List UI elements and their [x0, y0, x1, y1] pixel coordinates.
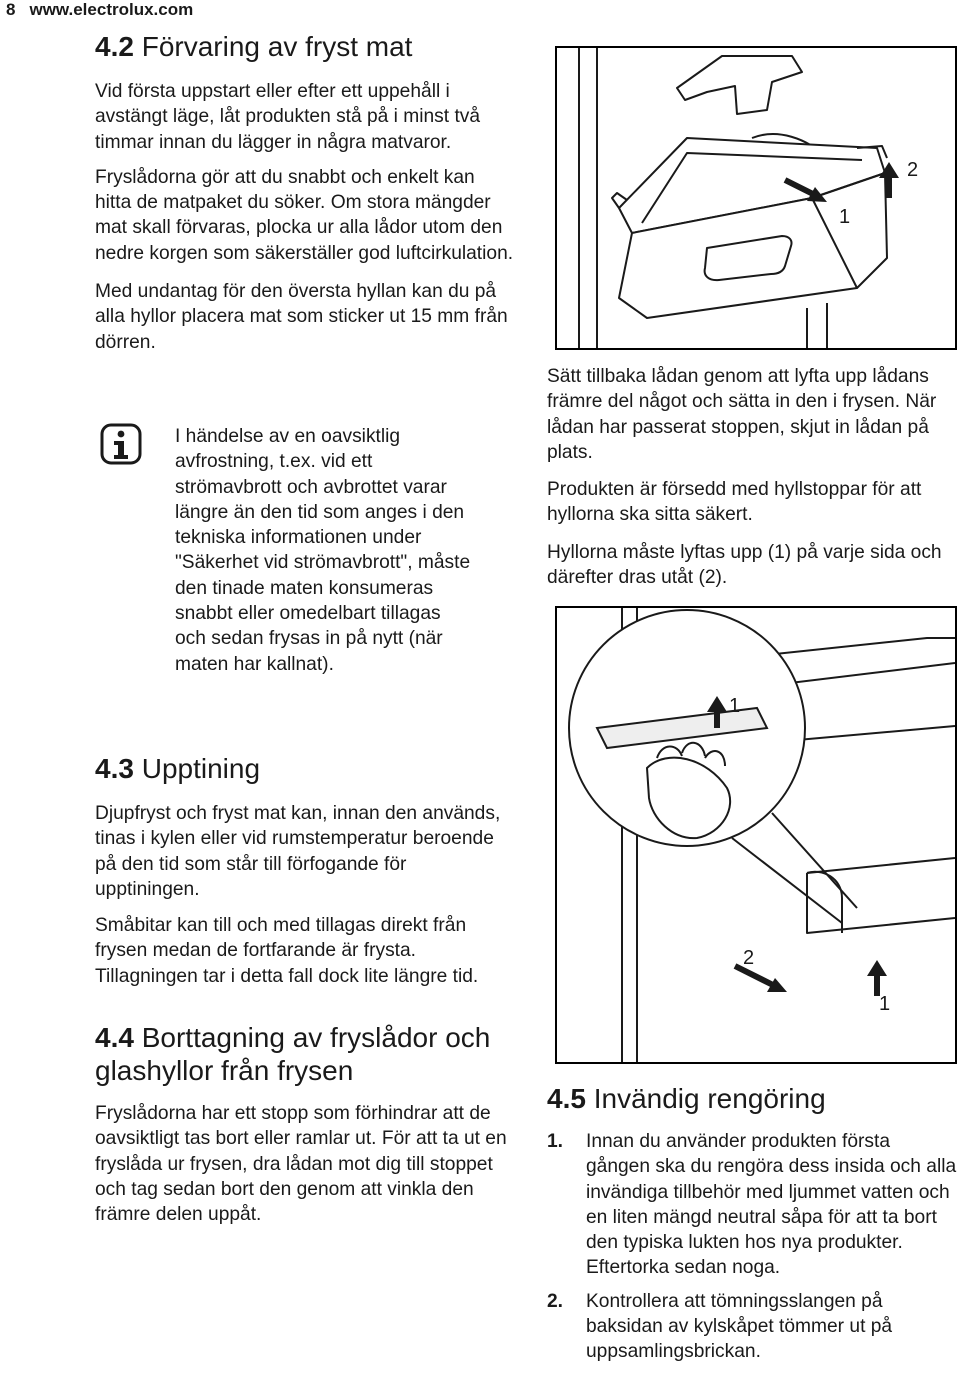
page-header: [6, 0, 193, 20]
shelf-label-1-top: 1: [729, 695, 741, 717]
shelf-label-1-bottom: 1: [879, 993, 891, 1015]
left-column-lower: [95, 752, 515, 1228]
list-item: 2. Kontrollera att tömningsslangen på baksidan av kylskåpet tömmer ut på uppsamlingsbrickan.: [547, 1290, 893, 1363]
section-4-2-para-1: Vid första uppstart eller efter ett uppehåll i avstängt läge, låt produkten stå på i minst två timmar innan du lägger in några matvaror.: [95, 81, 481, 153]
shelf-label-2: 2: [743, 947, 755, 969]
right-column: [547, 364, 959, 590]
website-url: www.electrolux.com: [29, 0, 194, 19]
info-note: I händelse av en oavsiktlig avfrostning, t.ex. vid ett strömavbrott och avbrottet varar längre än den tid som anges i den tekniska informationen under "Säkerhet vid strömavbrott", måste den tinade maten konsumeras snabbt eller omedelbart tillagas och sedan frysas in på nytt (när maten har kallnat).: [175, 426, 471, 675]
page-number: 8: [6, 0, 16, 19]
cleaning-steps-list: [547, 1129, 959, 1365]
drawer-removal-illustration: [555, 46, 957, 350]
section-4-3-heading: 4.3 Upptining: [95, 753, 261, 784]
section-4-2-para-3: Med undantag för den översta hyllan kan du på alla hyllor placera mat som sticker ut 15 mm från dörren.: [95, 281, 508, 353]
right-para-1: Sätt tillbaka lådan genom att lyfta upp lådans främre del något och sätta in den i frysen. När lådan har passerat stoppen, skjut in lådan på plats.: [547, 366, 937, 463]
right-para-3: Hyllorna måste lyftas upp (1) på varje sida och därefter dras utåt (2).: [547, 541, 942, 589]
shelf-removal-illustration: [555, 606, 957, 1064]
section-4-3-para-1: Djupfryst och fryst mat kan, innan den används, tinas i kylen eller vid rumstemperatur beroende på den tid som står till förfogande för upptiningen.: [95, 803, 501, 900]
section-4-5: [547, 1082, 959, 1373]
section-4-2-para-2: Fryslådorna gör att du snabbt och enkelt kan hitta de matpaket du söker. Om stora mängder mat skall förvaras, plocka ur alla lådor utom den nedre korgen som säkerställer god luftcirkulation.: [95, 166, 514, 264]
right-para-2: Produkten är försedd med hyllstoppar för att hyllorna ska sitta säkert.: [547, 479, 922, 526]
section-4-5-heading: 4.5 Invändig rengöring: [547, 1083, 826, 1114]
left-column: [95, 30, 515, 355]
info-icon: [99, 422, 143, 466]
drawer-label-2: 2: [907, 159, 919, 181]
section-4-4-para-1: Fryslådorna har ett stopp som förhindrar att de oavsiktligt tas bort eller ramlar ut. För att ta ut en fryslåda ur frysen, dra lådan mot dig till stoppet och tag sedan bort den genom att vinkla den främre delen uppåt.: [95, 1103, 507, 1226]
drawer-label-1: 1: [839, 206, 851, 228]
section-4-4-heading: 4.4 Borttagning av fryslådor och glashyllor från frysen: [95, 1022, 491, 1087]
section-4-2-heading: 4.2 Förvaring av fryst mat: [95, 31, 413, 62]
list-item: 1. Innan du använder produkten första gången ska du rengöra dess insida och alla invändiga tillbehör med ljummet vatten och en liten mängd neutral såpa för att ta bort den typiska lukten hos nya produkter. Eftertorka sedan noga.: [547, 1131, 957, 1279]
section-4-3-para-2: Småbitar kan till och med tillagas direkt från frysen medan de fortfarande är frysta. Tillagningen tar i detta fall dock lite längre tid.: [95, 915, 479, 987]
